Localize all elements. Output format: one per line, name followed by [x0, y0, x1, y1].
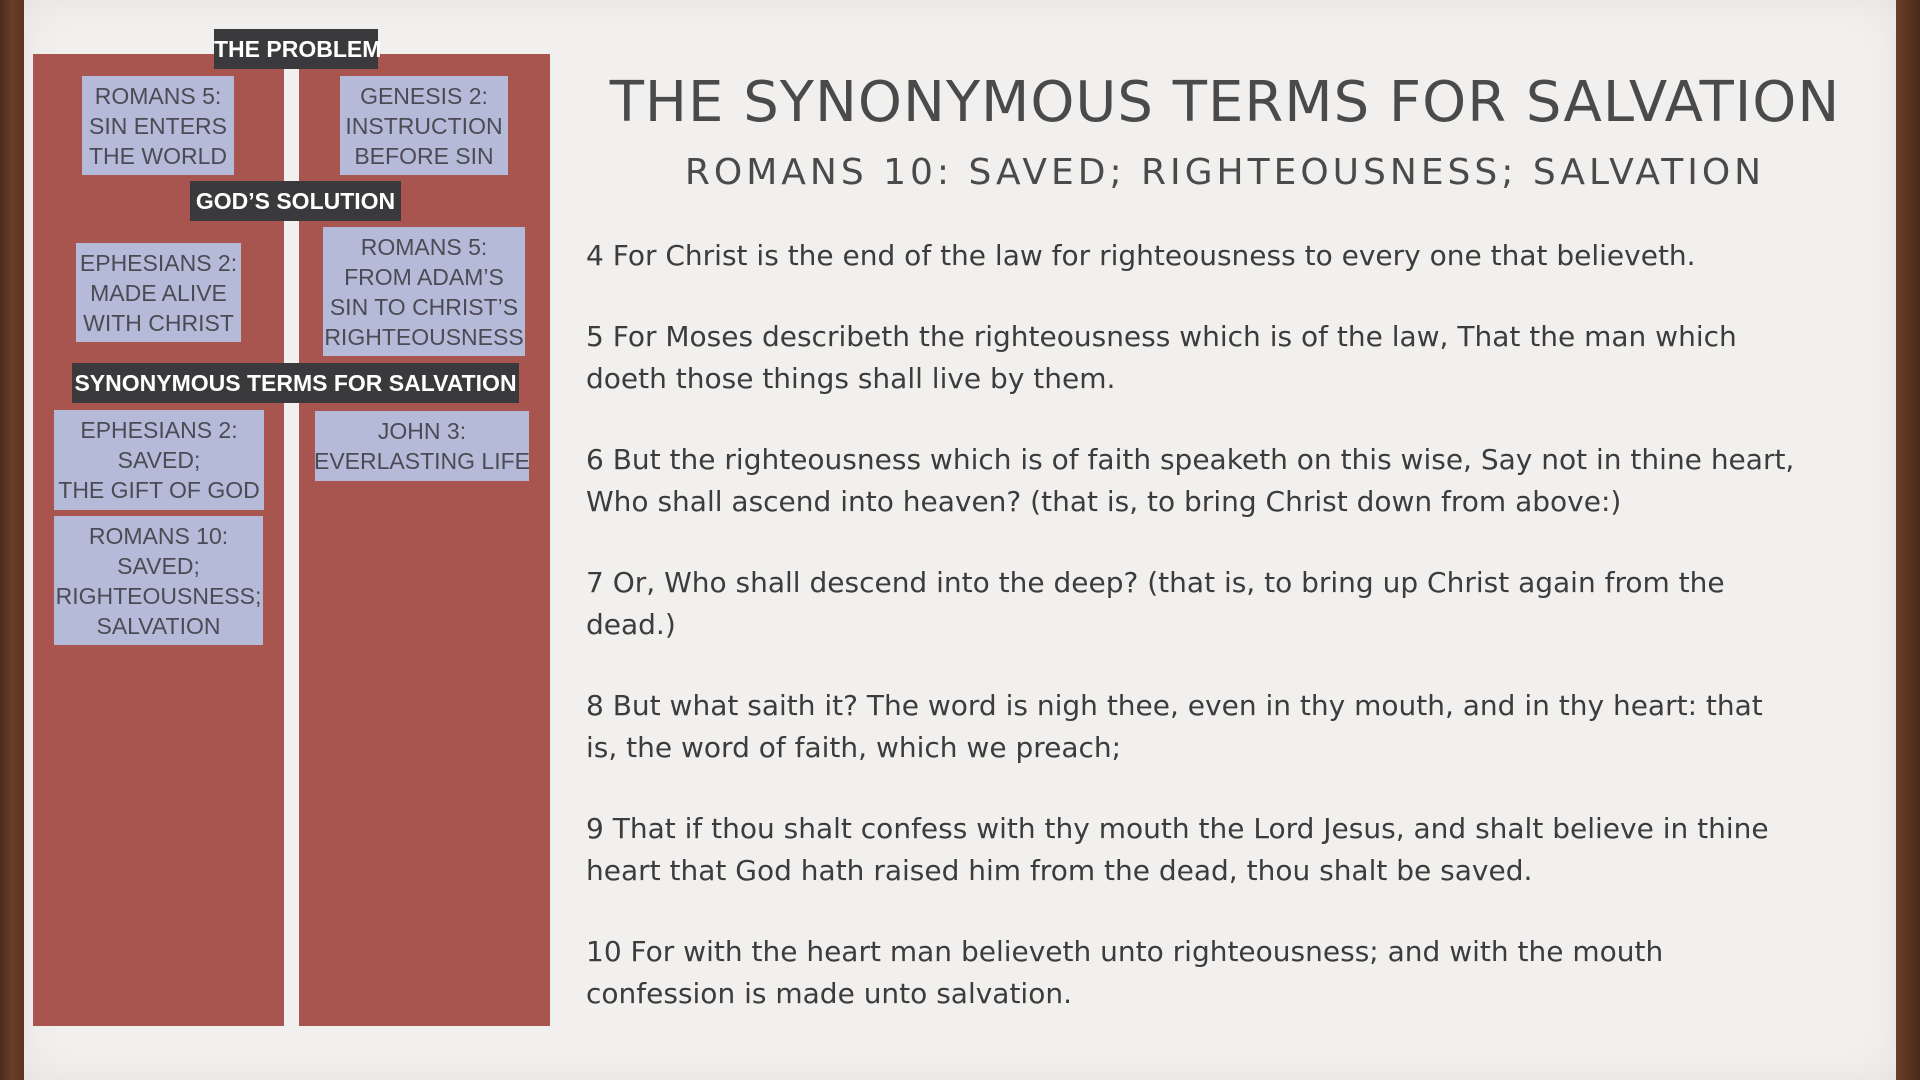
box-line: SAVED; [117, 447, 201, 473]
box-romans5-adam-to-christ [323, 227, 525, 356]
box-line: THE WORLD [89, 142, 227, 169]
box-line: THE GIFT OF GOD [58, 477, 260, 503]
box-ephesians2-saved [54, 410, 264, 510]
box-line: FROM ADAM’S [344, 263, 504, 290]
header-the-problem: THE PROBLEM [214, 29, 378, 69]
verse-list [586, 235, 1796, 1054]
header-gods-solution: GOD’S SOLUTION [190, 181, 401, 221]
box-line: SIN ENTERS [88, 112, 228, 139]
box-line: WITH CHRIST [83, 309, 234, 336]
box-line: BEFORE SIN [354, 142, 494, 169]
box-line: SIN TO CHRIST’S [329, 293, 519, 320]
box-line: JOHN 3: [377, 418, 467, 444]
box-romans5-sin-enters [82, 76, 234, 175]
box-line: INSTRUCTION [345, 112, 503, 139]
box-line: RIGHTEOUSNESS; [55, 582, 262, 609]
header-synonymous-terms: SYNONYMOUS TERMS FOR SALVATION [72, 363, 519, 403]
verse-8: 8 But what saith it? The word is nigh thee, even in thy mouth, and in thy heart: that is, the word of faith, which we preach; [586, 689, 1763, 764]
verse-7: 7 Or, Who shall descend into the deep? (that is, to bring up Christ again from the dead.) [586, 566, 1725, 641]
slide-title: THE SYNONYMOUS TERMS FOR SALVATION [609, 70, 1841, 135]
box-line: EPHESIANS 2: [80, 417, 238, 443]
box-ephesians2-made-alive [76, 243, 241, 342]
box-line: EPHESIANS 2: [79, 249, 238, 276]
box-line: GENESIS 2: [360, 82, 488, 109]
box-line: ROMANS 5: [360, 233, 488, 260]
box-line: ROMANS 5: [94, 82, 222, 109]
box-romans10-saved [54, 516, 263, 645]
verse-9: 9 That if thou shalt confess with thy mouth the Lord Jesus, and shalt believe in thine heart that God hath raised him from the dead, thou shalt be saved. [586, 812, 1769, 887]
verse-6: 6 But the righteousness which is of faith speaketh on this wise, Say not in thine heart, Who shall ascend into heaven? (that is, to bring Christ down from above:) [586, 443, 1795, 518]
slide-subtitle: ROMANS 10: SAVED; RIGHTEOUSNESS; SALVATION [684, 152, 1766, 193]
box-line: RIGHTEOUSNESS [324, 323, 524, 350]
box-line: EVERLASTING LIFE [314, 448, 531, 474]
box-genesis2-instruction [340, 76, 508, 175]
box-line: SALVATION [96, 612, 221, 639]
verse-10: 10 For with the heart man believeth unto righteousness; and with the mouth confession is made unto salvation. [586, 935, 1664, 1010]
box-john3-everlasting-life [315, 411, 529, 481]
verse-4: 4 For Christ is the end of the law for righteousness to every one that believeth. [586, 239, 1696, 272]
wood-frame-right [1896, 0, 1920, 1080]
box-line: SAVED; [117, 552, 200, 579]
verse-5: 5 For Moses describeth the righteousness which is of the law, That the man which doeth those things shall live by them. [586, 320, 1737, 395]
box-line: ROMANS 10: [88, 522, 229, 549]
box-line: MADE ALIVE [90, 279, 227, 306]
